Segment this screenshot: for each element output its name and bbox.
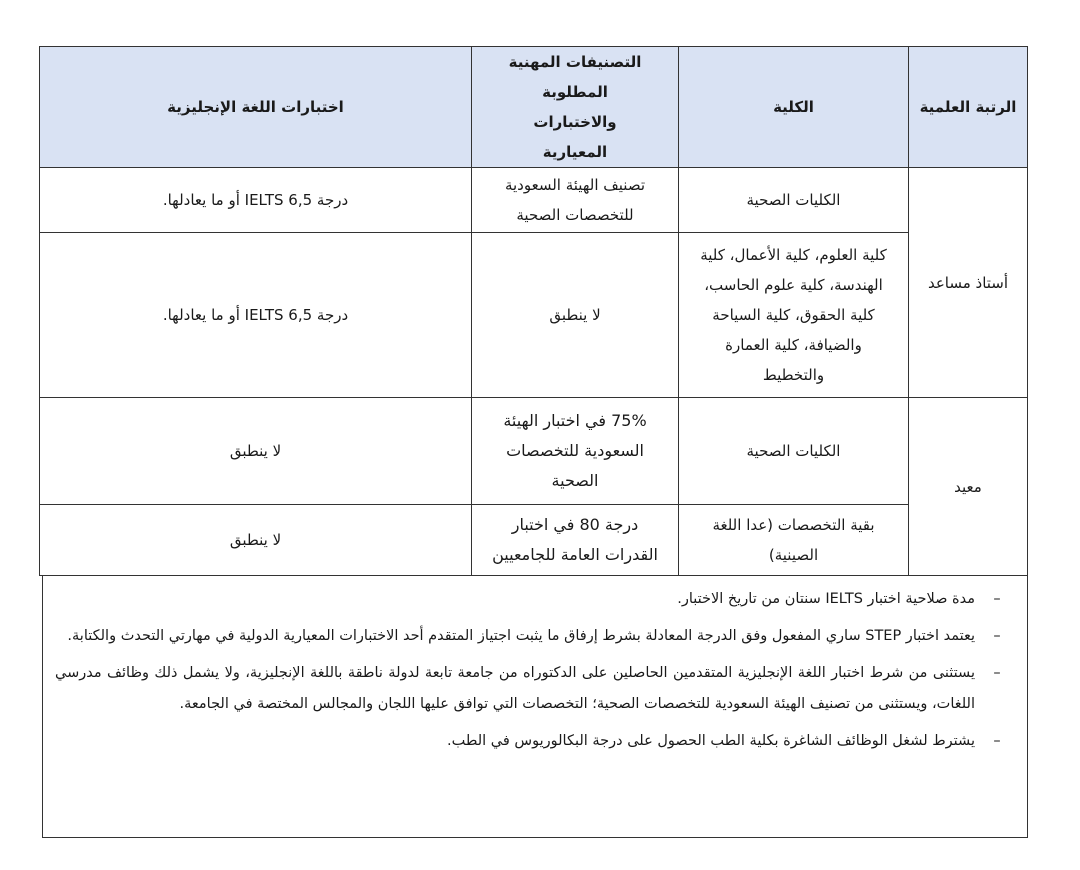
note-text: يشترط لشغل الوظائف الشاغرة بكلية الطب الحصول على درجة البكالوريوس في الطب. — [446, 733, 975, 749]
note-text: يعتمد اختبار STEP ساري المفعول وفق الدرجة المعادلة بشرط إرفاق ما يثبت اجتياز المتقدم أحد الاختبارات المعيارية الدولية في مهارتي التحدث والكتابة. — [67, 628, 975, 644]
table-row — [40, 168, 1028, 233]
note-item — [55, 621, 1013, 652]
rank-cell-assistant-professor: أستاذ مساعد — [909, 168, 1028, 398]
table-row — [40, 505, 1028, 576]
dash-bullet: – — [993, 665, 1001, 681]
notes-section — [42, 576, 1028, 838]
note-item — [55, 584, 1013, 615]
college-cell: الكليات الصحية — [679, 168, 909, 233]
dash-bullet: – — [993, 591, 1001, 607]
college-cell: كلية العلوم، كلية الأعمال، كلية الهندسة، كلية علوم الحاسب، كلية الحقوق، كلية السياحة والضيافة، كلية العمارة والتخطيط — [679, 233, 909, 398]
college-cell: بقية التخصصات (عدا اللغة الصينية) — [679, 505, 909, 576]
table-row — [40, 233, 1028, 398]
note-text: يستثنى من شرط اختبار اللغة الإنجليزية المتقدمين الحاصلين على الدكتوراه من جامعة تابعة لدولة ناطقة باللغة الإنجليزية، ولا يشمل ذلك وظائف مدرسي اللغات، ويستثنى من تصنيف الهيئة السعودية للتخصصات الصحية؛ التخصصات التي توافق عليها اللجان والمجالس المختصة في الجامعة. — [55, 665, 975, 712]
header-classifications: التصنيفات المهنية المطلوبة والاختبارات المعيارية — [472, 47, 679, 168]
dash-bullet: – — [993, 733, 1001, 749]
header-english-tests: اختبارات اللغة الإنجليزية — [40, 47, 472, 168]
requirements-document — [40, 46, 1028, 845]
english-test-cell: درجة IELTS 6,5 أو ما يعادلها. — [40, 233, 472, 398]
header-college: الكلية — [679, 47, 909, 168]
classification-cell: درجة 80 في اختبار القدرات العامة للجامعيين — [472, 505, 679, 576]
notes-list — [55, 584, 1013, 757]
classification-cell: لا ينطبق — [472, 233, 679, 398]
rank-cell-teaching-assistant: معيد — [909, 398, 1028, 576]
note-item — [55, 658, 1013, 720]
college-cell: الكليات الصحية — [679, 398, 909, 505]
note-text: مدة صلاحية اختبار IELTS سنتان من تاريخ الاختبار. — [677, 591, 975, 607]
english-test-cell: لا ينطبق — [40, 398, 472, 505]
requirements-table — [39, 46, 1028, 576]
english-test-cell: لا ينطبق — [40, 505, 472, 576]
classification-cell: تصنيف الهيئة السعودية للتخصصات الصحية — [472, 168, 679, 233]
note-item — [55, 726, 1013, 757]
header-rank: الرتبة العلمية — [909, 47, 1028, 168]
english-test-cell: درجة IELTS 6,5 أو ما يعادلها. — [40, 168, 472, 233]
dash-bullet: – — [993, 628, 1001, 644]
table-row — [40, 398, 1028, 505]
table-header-row — [40, 47, 1028, 168]
classification-cell: 75% في اختبار الهيئة السعودية للتخصصات الصحية — [472, 398, 679, 505]
